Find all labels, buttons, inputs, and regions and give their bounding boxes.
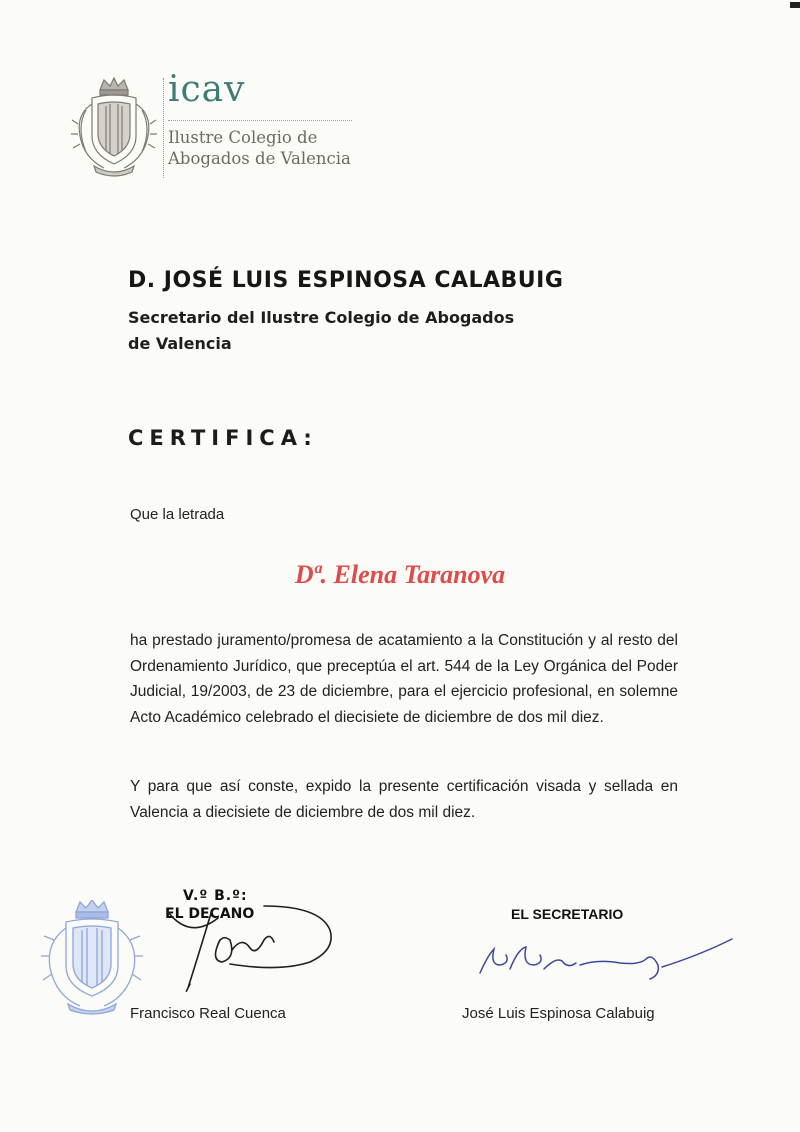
coat-of-arms-icon <box>70 74 158 180</box>
logo-divider <box>163 78 165 178</box>
logo-line-2: Abogados de Valencia <box>168 149 351 168</box>
vb-label: V.º B.º: <box>183 888 248 904</box>
secretario-label: EL SECRETARIO <box>511 906 624 922</box>
logo-line-1: Ilustre Colegio de <box>168 128 318 147</box>
logo-underline <box>168 120 352 121</box>
issuer-position <box>128 305 514 357</box>
scan-corner-mark <box>790 2 800 8</box>
issuer-position-line-2: de Valencia <box>128 334 232 353</box>
closing-paragraph: Y para que así conste, expido la presente certificación visada y sellada en Valencia a diecisiete de diciembre de dos mil diez. <box>130 778 678 821</box>
certifica-heading: CERTIFICA: <box>128 426 318 450</box>
decano-signature <box>160 900 340 1000</box>
secretario-name: José Luis Espinosa Calabuig <box>462 1005 655 1022</box>
secretario-signature <box>470 935 740 985</box>
logo-block <box>168 69 352 169</box>
intro-text: Que la letrada <box>130 506 225 523</box>
official-seal-icon <box>40 900 144 1016</box>
decano-name: Francisco Real Cuenca <box>130 1005 286 1022</box>
logo-acronym: icav <box>168 69 246 110</box>
issuer-name: D. JOSÉ LUIS ESPINOSA CALABUIG <box>128 268 564 293</box>
issuer-position-line-1: Secretario del Ilustre Colegio de Abogados <box>128 308 515 327</box>
oath-paragraph: ha prestado juramento/promesa de acatamiento a la Constitución y al resto del Ordenamiento Jurídico, que preceptúa el art. 544 de la Ley Orgánica del Poder Judicial, 19/2003, de 23 de diciembre, para el ejercicio profesional, en solemne Acto Académico celebrado el diecisiete de diciembre de dos mil diez. <box>130 632 678 726</box>
lawyer-name: Dª. Elena Taranova <box>294 560 506 589</box>
decano-label: EL DECANO <box>165 906 255 922</box>
